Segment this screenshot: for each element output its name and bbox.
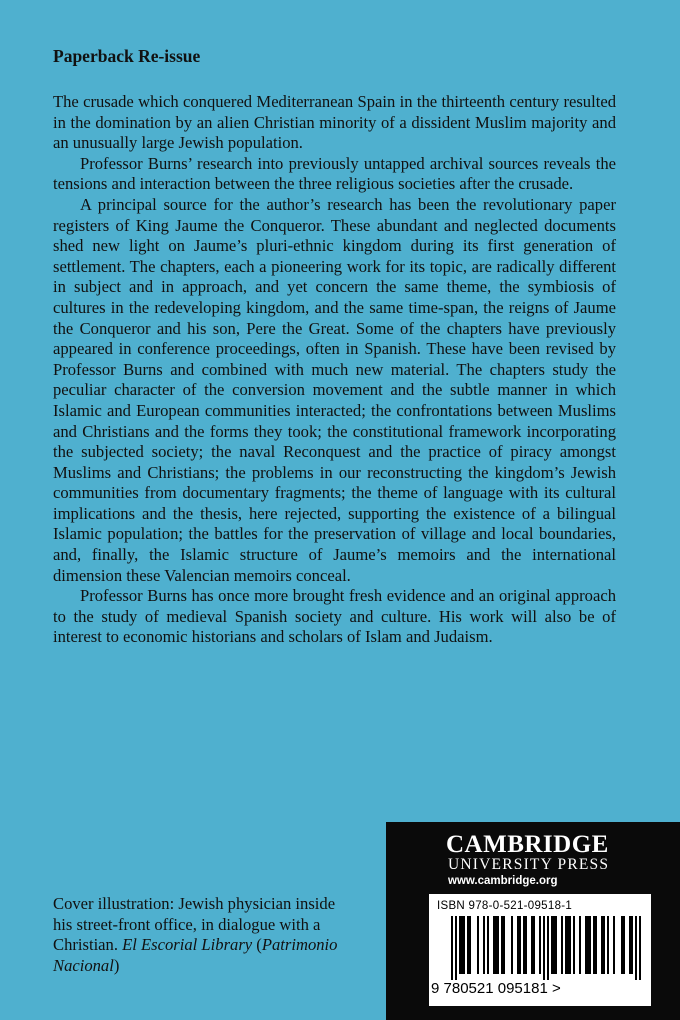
credit-paren-open: ( bbox=[252, 935, 262, 955]
barcode-bar bbox=[533, 916, 535, 974]
barcode-bar bbox=[555, 916, 557, 974]
barcode-bar bbox=[487, 916, 489, 974]
paragraph-3: A principal source for the author’s research has been the revolutionary paper registers of King Jaume the Conqueror. These abundant and neglected documents shed new light on Jaume’s pluri-ethnic kingdom during its first generation of settlement. The chapters, each a pioneering work for its topic, are radically different in subject and in approach, and yet concern the same theme, the symbiosis of cultures in the redeveloping kingdom, and the same time-span, the reigns of Jaume the Conqueror and his son, Pere the Great. Some of the chapters have previously appeared in conference proceedings, often in Spanish. These have been revised by Professor Burns and combined with much new material. The chapters study the peculiar character of the conversion movement and the subtle manner in which Islamic and European communities interacted; the confrontations between Muslims and Christians and the forms they took; the constitutional framework incorporating the subjected society; the naval Reconquest and the practice of piracy amongst Muslims and Christians; the problems in our reconstructing the kingdom’s Jewish communities from documentary fragments; the theme of language with its cultural implications and the thesis, here rejected, supporting the existence of a bilingual Islamic population; the battles for the preservation of village and local boundaries, and, finally, the Islamic structure of Jaume’s memoirs and the international dimension these Valencian memoirs conceal. bbox=[53, 194, 616, 585]
barcode-bar bbox=[587, 916, 589, 974]
isbn-label: ISBN 978-0-521-09518-1 bbox=[437, 900, 573, 912]
barcode-bar bbox=[623, 916, 625, 974]
barcode-bar bbox=[635, 916, 637, 980]
barcode-bar bbox=[579, 916, 581, 974]
blurb bbox=[53, 92, 616, 648]
barcode-bars bbox=[437, 916, 643, 980]
barcode-bar bbox=[463, 916, 465, 974]
barcode-bar bbox=[455, 916, 457, 980]
barcode-bar bbox=[613, 916, 615, 974]
barcode-bar bbox=[523, 916, 525, 974]
barcode bbox=[429, 894, 651, 1006]
barcode-bar bbox=[561, 916, 563, 974]
barcode-bar bbox=[569, 916, 571, 974]
barcode-bar bbox=[519, 916, 521, 974]
paragraph-1: The crusade which conquered Mediterranean Spain in the thirteenth century resulted in the domination by an alien Christian minority of a dissident Muslim majority and an unusually large Jewish population. bbox=[53, 92, 616, 153]
barcode-bar bbox=[567, 916, 569, 974]
barcode-bar bbox=[497, 916, 499, 974]
barcode-bar bbox=[601, 916, 603, 974]
credit-text: Cover illustration: Jewish physician inside his street-front office, in dialogue with a Christian. bbox=[53, 894, 336, 955]
barcode-bar bbox=[511, 916, 513, 974]
barcode-bar bbox=[503, 916, 505, 974]
barcode-bar bbox=[565, 916, 567, 974]
barcode-bar bbox=[495, 916, 497, 974]
barcode-bar bbox=[639, 916, 641, 980]
barcode-bar bbox=[607, 916, 609, 974]
barcode-bar bbox=[531, 916, 533, 974]
credit-paren-close: ) bbox=[113, 955, 120, 975]
barcode-bar bbox=[501, 916, 503, 974]
barcode-bar bbox=[543, 916, 545, 980]
barcode-bar bbox=[629, 916, 631, 974]
barcode-bar bbox=[585, 916, 587, 974]
barcode-bar bbox=[525, 916, 527, 974]
barcode-bar bbox=[483, 916, 485, 974]
publisher-name: CAMBRIDGE bbox=[446, 831, 609, 858]
barcode-bar bbox=[547, 916, 549, 980]
barcode-bar bbox=[477, 916, 479, 974]
barcode-digits: 9 780521 095181 > bbox=[431, 980, 561, 997]
barcode-bar bbox=[593, 916, 595, 974]
publisher-sub: UNIVERSITY PRESS bbox=[448, 856, 610, 873]
cover-illustration-credit bbox=[53, 894, 353, 976]
barcode-bar bbox=[553, 916, 555, 974]
barcode-bar bbox=[517, 916, 519, 974]
publisher-url: www.cambridge.org bbox=[448, 875, 558, 887]
barcode-bar bbox=[551, 916, 553, 974]
barcode-bar bbox=[461, 916, 463, 974]
barcode-bar bbox=[603, 916, 605, 974]
barcode-bar bbox=[469, 916, 471, 974]
barcode-bar bbox=[631, 916, 633, 974]
barcode-bar bbox=[621, 916, 623, 974]
credit-collection: Patrimonio Nacional bbox=[53, 935, 338, 975]
barcode-bar bbox=[467, 916, 469, 974]
credit-library: El Escorial Library bbox=[122, 935, 253, 955]
barcode-bar bbox=[573, 916, 575, 974]
barcode-bar bbox=[493, 916, 495, 974]
barcode-bar bbox=[595, 916, 597, 974]
barcode-bar bbox=[589, 916, 591, 974]
barcode-bar bbox=[451, 916, 453, 980]
barcode-bar bbox=[539, 916, 541, 974]
heading: Paperback Re-issue bbox=[53, 46, 201, 66]
publisher-panel bbox=[386, 822, 680, 1020]
paragraph-4: Professor Burns has once more brought fresh evidence and an original approach to the study of medieval Spanish society and culture. His work will also be of interest to economic historians and scholars of Islam and Judaism. bbox=[53, 586, 616, 647]
paragraph-2: Professor Burns’ research into previously untapped archival sources reveals the tensions and interaction between the three religious societies after the crusade. bbox=[53, 153, 616, 194]
barcode-bar bbox=[459, 916, 461, 974]
